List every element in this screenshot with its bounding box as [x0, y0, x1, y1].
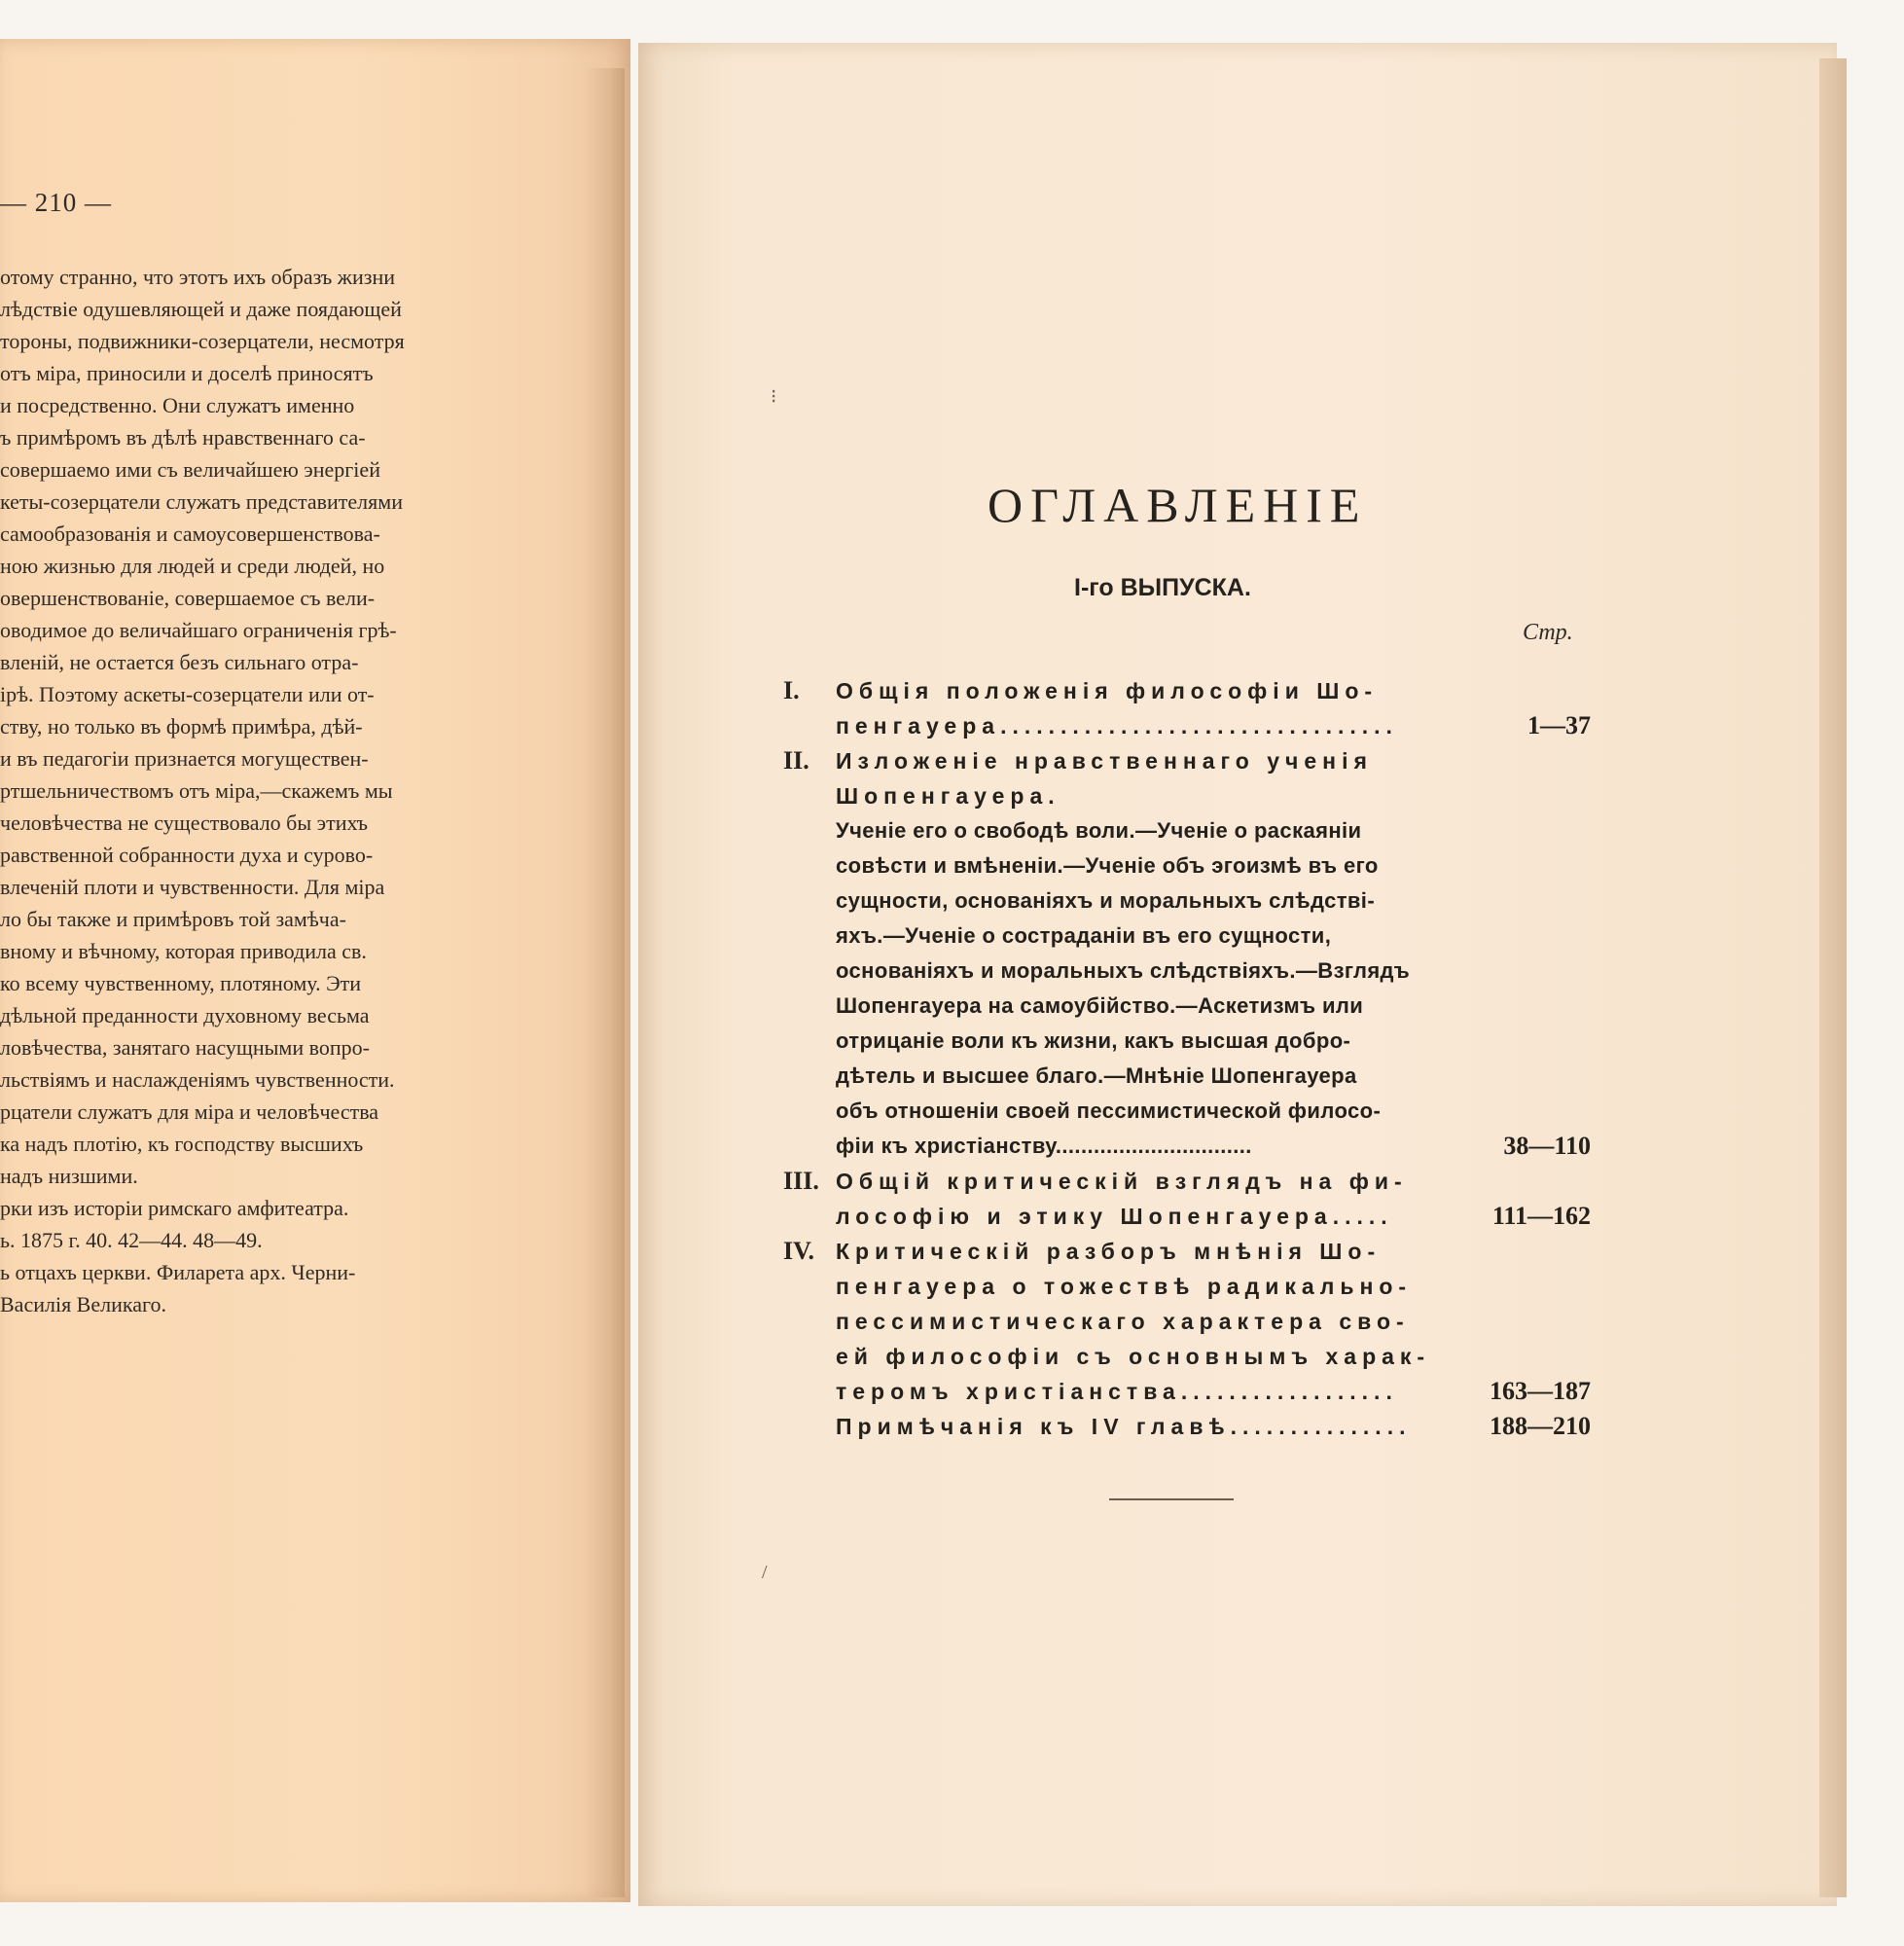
- toc-entry-text: [836, 743, 1458, 1164]
- text-line: тороны, подвижники-созерцатели, несмотря: [0, 329, 405, 353]
- toc-entry-text: [836, 1164, 1458, 1234]
- text-line: ною жизнью для людей и среди людей, но: [0, 554, 385, 578]
- text-line: овершенствованіе, совершаемое съ вели-: [0, 586, 376, 610]
- toc-line: совѣсти и вмѣненіи.—Ученіе объ эгоизмѣ въ его: [836, 853, 1379, 878]
- text-line: совершаемо ими съ величайшею энергіей: [0, 457, 380, 482]
- toc-line: яхъ.—Ученіе о состраданіи въ его сущности,: [836, 923, 1332, 948]
- footnote-line: ь отцахъ церкви. Филарета арх. Черни-: [0, 1260, 356, 1284]
- toc-line: дѣтель и высшее благо.—Мнѣніе Шопенгауера: [836, 1063, 1357, 1088]
- toc-line: пенгауера о тожествѣ радикально-: [836, 1274, 1413, 1299]
- text-line: ству, но только въ формѣ примѣра, дѣй-: [0, 714, 363, 739]
- toc-entry-3: [783, 1164, 1591, 1234]
- toc-notes-page-range: 188—210: [1490, 1412, 1591, 1440]
- left-page-text: [0, 261, 472, 1320]
- toc-numeral: II.: [783, 746, 809, 775]
- toc-line: фіи къ христіанству...............................: [836, 1134, 1252, 1158]
- text-line: отъ міра, приносили и доселѣ приносятъ: [0, 361, 374, 385]
- toc-entry-text: [836, 1234, 1458, 1444]
- toc-line: теромъ христіанства..................: [836, 1379, 1398, 1404]
- text-line: кеты-созерцатели служатъ представителями: [0, 489, 403, 514]
- text-line: и посредственно. Они служатъ именно: [0, 393, 355, 417]
- toc-page-range: 163—187: [1490, 1377, 1591, 1405]
- footnote-line: Василія Великаго.: [0, 1292, 166, 1316]
- toc-line: Изложеніе нравственнаго ученія: [836, 748, 1373, 774]
- text-line: самообразованія и самоусовершенствова-: [0, 522, 380, 546]
- text-line: надъ низшими.: [0, 1164, 138, 1188]
- footnote-line: рки изъ исторіи римскаго амфитеатра.: [0, 1196, 349, 1220]
- text-line: влеченій плоти и чувственности. Для міра: [0, 875, 385, 899]
- toc-entry-text: [836, 673, 1458, 743]
- toc-line: Шопенгауера.: [836, 783, 1060, 809]
- page-column-header: Стр.: [1523, 620, 1573, 645]
- toc-line: Общій критическій взглядъ на фи-: [836, 1169, 1408, 1194]
- toc-title: ОГЛАВЛЕНІЕ: [988, 478, 1368, 532]
- text-line: вному и вѣчному, которая приводила св.: [0, 939, 367, 963]
- toc-numeral: III.: [783, 1167, 819, 1195]
- toc-notes-line: Примѣчанія къ IV главѣ...............: [836, 1414, 1412, 1439]
- toc-page-range: 38—110: [1503, 1132, 1591, 1160]
- stray-mark: /: [762, 1562, 768, 1583]
- text-line: льствіямъ и наслажденіямъ чувственности.: [0, 1067, 395, 1092]
- toc-line: объ отношеніи своей пессимистической филосо-: [836, 1099, 1382, 1123]
- toc-page-range: 1—37: [1527, 711, 1591, 739]
- text-line: ловѣчества, занятаго насущными вопро-: [0, 1035, 370, 1060]
- stray-mark: ⁝: [771, 386, 777, 408]
- toc-line: Шопенгауера на самоубійство.—Аскетизмъ или: [836, 993, 1364, 1018]
- left-page-number: — 210 —: [0, 188, 112, 217]
- text-line: и въ педагогіи признается могуществен-: [0, 746, 369, 771]
- text-line: вленій, не остается безъ сильнаго отра-: [0, 650, 359, 674]
- toc-line: Критическій разборъ мнѣнія Шо-: [836, 1239, 1382, 1264]
- toc-line: пессимистическаго характера сво-: [836, 1309, 1410, 1334]
- text-line: ло бы также и примѣровъ той замѣча-: [0, 907, 346, 931]
- text-line: ка надъ плотію, къ господству высшихъ: [0, 1132, 364, 1156]
- toc-line: ей философіи съ основнымъ харак-: [836, 1344, 1431, 1369]
- text-line: ко всему чувственному, плотяному. Эти: [0, 971, 362, 995]
- text-line: лѣдствіе одушевляющей и даже поядающей: [0, 297, 402, 321]
- toc-subtitle: I-го ВЫПУСКА.: [1074, 574, 1251, 601]
- toc-entry-2: [783, 743, 1591, 1164]
- footnote-line: ь. 1875 г. 40. 42—44. 48—49.: [0, 1228, 263, 1252]
- toc-entry-1: [783, 673, 1591, 743]
- toc-line: основаніяхъ и моральныхъ слѣдствіяхъ.—Взглядъ: [836, 958, 1411, 983]
- toc-entry-4: [783, 1234, 1591, 1444]
- text-line: оводимое до величайшаго ограниченія грѣ-: [0, 618, 397, 642]
- text-line: рцатели служатъ для міра и человѣчества: [0, 1099, 379, 1124]
- text-line: дѣльной преданности духовному весьма: [0, 1003, 370, 1027]
- toc-line: лософію и этику Шопенгауера.....: [836, 1204, 1393, 1229]
- page-stack-edge: [1819, 58, 1847, 1897]
- text-line: ъ примѣромъ въ дѣлѣ нравственнаго са-: [0, 425, 366, 450]
- left-page-gutter-shadow: [584, 68, 625, 1897]
- text-line: отому странно, что этотъ ихъ образъ жизни: [0, 265, 396, 289]
- toc-numeral: IV.: [783, 1237, 815, 1265]
- toc-numeral: I.: [783, 676, 800, 704]
- table-of-contents: [783, 634, 1591, 1444]
- text-line: равственной собранности духа и сурово-: [0, 843, 374, 867]
- text-line: ртшельничествомъ отъ міра,—скажемъ мы: [0, 778, 393, 803]
- toc-line: Общія положенія философіи Шо-: [836, 678, 1379, 703]
- toc-line: сущности, основаніяхъ и моральныхъ слѣдстві-: [836, 888, 1376, 913]
- toc-page-range: 111—162: [1491, 1202, 1591, 1230]
- toc-line: пенгауера.................................: [836, 713, 1398, 739]
- text-line: человѣчества не существовало бы этихъ: [0, 811, 369, 835]
- toc-line: отрицаніе воли къ жизни, какъ высшая добро-: [836, 1028, 1351, 1053]
- text-line: ірѣ. Поэтому аскеты-созерцатели или от-: [0, 682, 375, 706]
- toc-line: Ученіе его о свободѣ воли.—Ученіе о раскаяніи: [836, 818, 1362, 843]
- closing-rule: [1109, 1498, 1234, 1500]
